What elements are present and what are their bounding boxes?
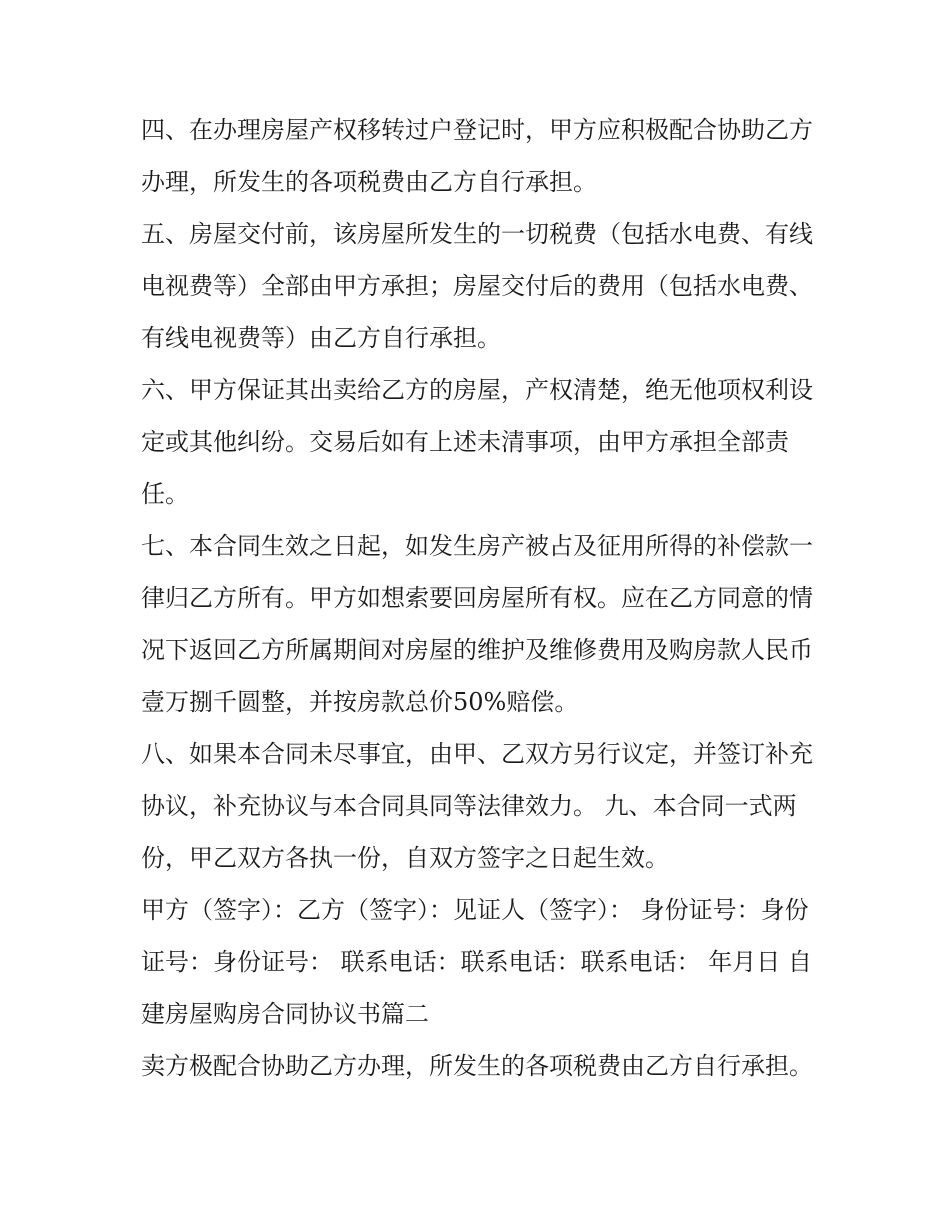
clause-eight-nine-paragraph: 八、如果本合同未尽事宜，由甲、乙双方另行议定，并签订补充协议，补充协议与本合同具同等法律效力。 九、本合同一式两份，甲乙双方各执一份，自双方签字之日起生效。 <box>141 740 813 872</box>
clause-six-paragraph: 六、甲方保证其出卖给乙方的房屋，产权清楚，绝无他项权利设定或其他纠纷。交易后如有上述未清事项，由甲方承担全部责任。 <box>141 376 813 508</box>
clause-seven-paragraph: 七、本合同生效之日起，如发生房产被占及征用所得的补偿款一律归乙方所有。甲方如想索要回房屋所有权。应在乙方同意的情况下返回乙方所属期间对房屋的维护及维修费用及购房款人民币壹万捌千圆整，并按房款总价50%赔偿。 <box>141 532 813 716</box>
document-body <box>141 104 821 1092</box>
signature-block-paragraph: 甲方（签字）：乙方（签字）：见证人（签字）： 身份证号：身份证号：身份证号： 联系电话：联系电话：联系电话： 年月日 自建房屋购房合同协议书篇二 <box>141 896 812 1028</box>
clause-four-paragraph: 四、在办理房屋产权移转过户登记时，甲方应积极配合协助乙方办理，所发生的各项税费由乙方自行承担。 <box>141 116 813 196</box>
clause-five-paragraph: 五、房屋交付前，该房屋所发生的一切税费（包括水电费、有线电视费等）全部由甲方承担；房屋交付后的费用（包括水电费、有线电视费等）由乙方自行承担。 <box>141 220 813 352</box>
seller-clause-paragraph: 卖方极配合协助乙方办理，所发生的各项税费由乙方自行承担。 <box>141 1052 813 1080</box>
